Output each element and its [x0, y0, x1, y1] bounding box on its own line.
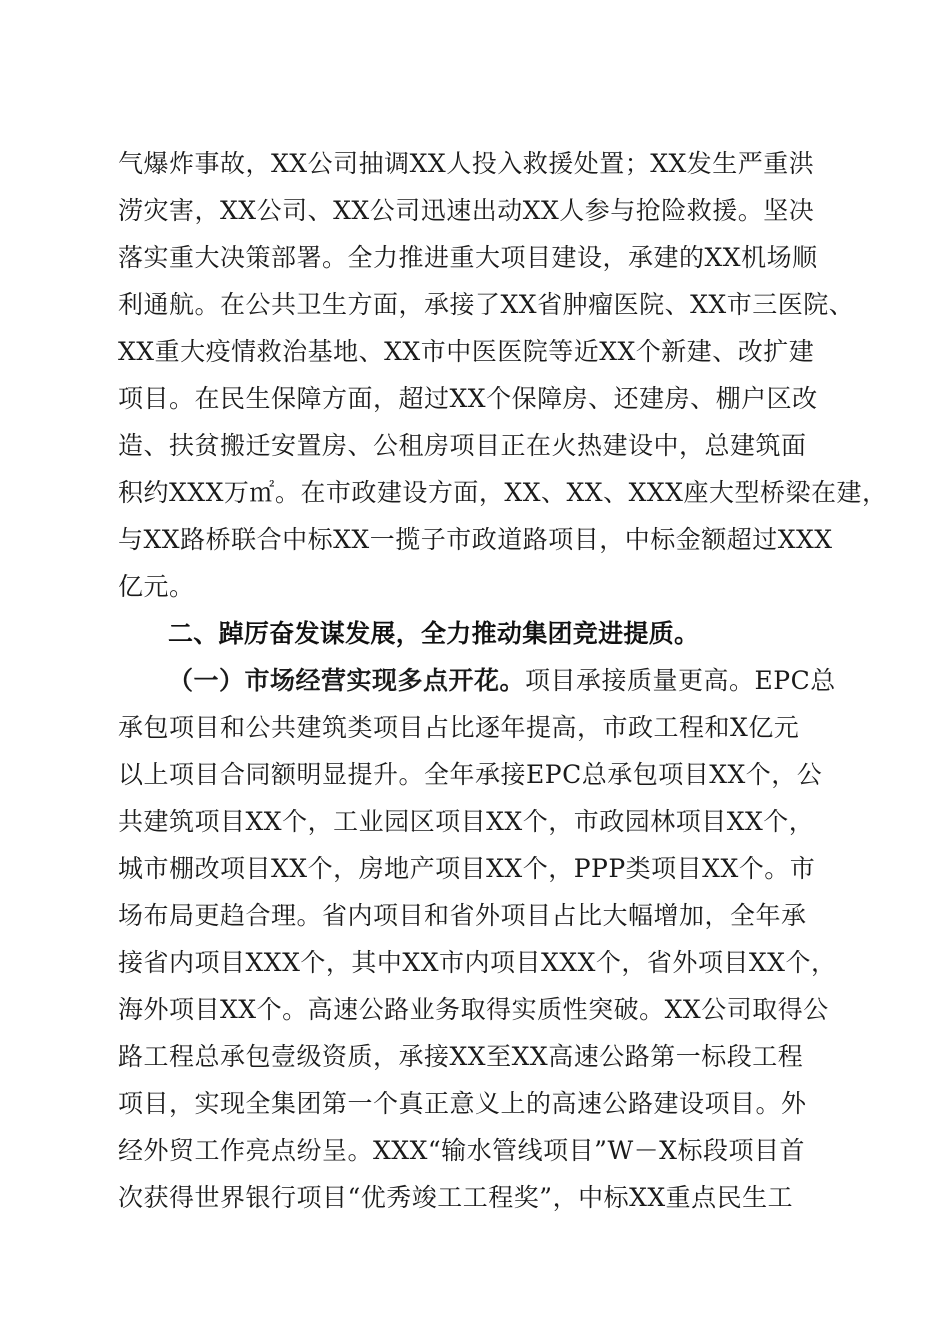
body-line: 利通航。在公共卫生方面，承接了XX省肿瘤医院、XX市三医院、	[118, 290, 855, 319]
body-line: 以上项目合同额明显提升。全年承接EPC总承包项目XX个，公	[118, 760, 823, 789]
subsection-first-line-text: 项目承接质量更高。EPC总	[525, 666, 836, 695]
body-line: 积约XXX万㎡。在市政建设方面，XX、XX、XXX座大型桥梁在建，	[118, 478, 888, 507]
body-line: 亿元。	[118, 572, 195, 601]
body-line: 次获得世界银行项目“优秀竣工工程奖”，中标XX重点民生工	[118, 1183, 794, 1212]
body-line: 场布局更趋合理。省内项目和省外项目占比大幅增加，全年承	[118, 901, 807, 930]
body-line: 经外贸工作亮点纷呈。XXX“输水管线项目”W－X标段项目首	[118, 1136, 805, 1165]
body-line: 城市棚改项目XX个，房地产项目XX个，PPP类项目XX个。市	[118, 854, 816, 883]
body-line: XX重大疫情救治基地、XX市中医医院等近XX个新建、改扩建	[118, 337, 815, 366]
body-line: 项目，实现全集团第一个真正意义上的高速公路建设项目。外	[118, 1089, 807, 1118]
body-line: 承包项目和公共建筑类项目占比逐年提高，市政工程和X亿元	[118, 713, 800, 742]
subsection-first-line	[168, 663, 880, 699]
body-line: 造、扶贫搬迁安置房、公租房项目正在火热建设中，总建筑面	[118, 431, 807, 460]
body-line: 项目。在民生保障方面，超过XX个保障房、还建房、棚户区改	[118, 384, 818, 413]
body-line: 路工程总承包壹级资质，承接XX至XX高速公路第一标段工程	[118, 1042, 804, 1071]
subsection-title: （一）市场经营实现多点开花。	[168, 666, 526, 695]
body-line: 海外项目XX个。高速公路业务取得实质性突破。XX公司取得公	[118, 995, 829, 1024]
body-line: 接省内项目XXX个，其中XX市内项目XXX个，省外项目XX个，	[118, 948, 837, 977]
section-heading: 二、踔厉奋发谋发展，全力推动集团竞进提质。	[168, 619, 700, 648]
body-line: 落实重大决策部署。全力推进重大项目建设，承建的XX机场顺	[118, 243, 818, 272]
body-line: 与XX路桥联合中标XX一揽子市政道路项目，中标金额超过XXX	[118, 525, 833, 554]
body-line: 共建筑项目XX个，工业园区项目XX个，市政园林项目XX个，	[118, 807, 815, 836]
body-line: 气爆炸事故，XX公司抽调XX人投入救援处置；XX发生严重洪	[118, 149, 815, 178]
body-line: 涝灾害，XX公司、XX公司迅速出动XX人参与抢险救援。坚决	[118, 196, 815, 225]
